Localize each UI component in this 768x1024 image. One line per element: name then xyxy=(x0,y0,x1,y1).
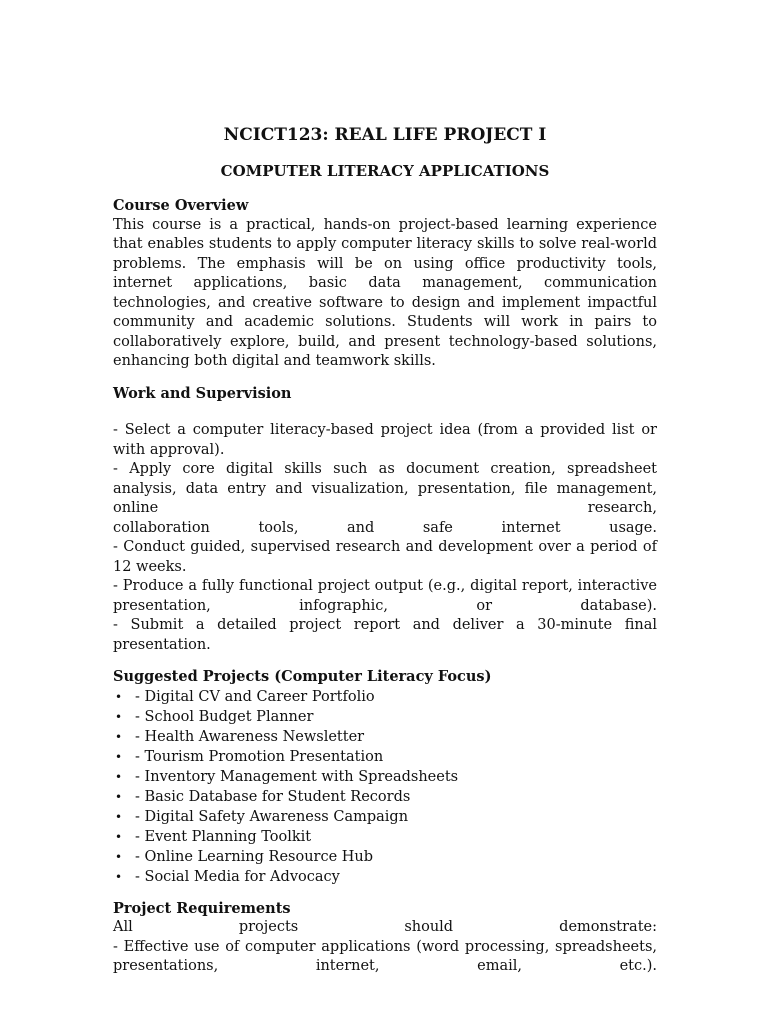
course-overview-heading: Course Overview xyxy=(113,197,249,214)
list-item-text: - Basic Database for Student Records xyxy=(135,788,411,805)
work-item: - Produce a fully functional project output (e.g., digital report, interactive xyxy=(113,578,657,594)
list-item-text: - Digital CV and Career Portfolio xyxy=(135,688,375,705)
list-item-text: - Event Planning Toolkit xyxy=(135,828,312,845)
work-item: presentation, infographic, or database). xyxy=(113,597,657,614)
work-item: - Conduct guided, supervised research and development over a period of 12 weeks. xyxy=(113,539,657,575)
document-content xyxy=(113,122,657,977)
work-item: - Select a computer literacy-based project idea (from a provided list or with approval). xyxy=(113,422,657,458)
document-title: NCICT123: REAL LIFE PROJECT I xyxy=(223,125,547,145)
list-item xyxy=(113,767,657,787)
list-item xyxy=(113,847,657,867)
requirements-line: All projects should demonstrate: xyxy=(113,919,657,935)
project-requirements-section xyxy=(113,899,657,977)
bullet-icon: • xyxy=(115,869,123,884)
course-overview-section xyxy=(113,196,657,372)
list-item xyxy=(113,747,657,767)
bullet-icon: • xyxy=(115,749,123,764)
list-item xyxy=(113,807,657,827)
bullet-icon: • xyxy=(115,729,123,744)
work-supervision-section xyxy=(113,384,657,656)
work-item: - Apply core digital skills such as document creation, spreadsheet analysis, data entry and visualization, presentation, file management, online research, xyxy=(113,461,657,516)
list-item xyxy=(113,707,657,727)
requirements-line: presentations, internet, email, etc.). xyxy=(113,958,657,974)
suggested-projects-section xyxy=(113,667,657,887)
list-item xyxy=(113,867,657,887)
suggested-projects-heading: Suggested Projects (Computer Literacy Focus) xyxy=(113,668,492,685)
work-supervision-heading: Work and Supervision xyxy=(113,384,292,402)
requirements-line: - Effective use of computer applications (word processing, spreadsheets, xyxy=(113,938,657,955)
project-requirements-heading: Project Requirements xyxy=(113,899,291,917)
bullet-icon: • xyxy=(115,689,123,704)
list-item-text: - Inventory Management with Spreadsheets xyxy=(135,768,459,785)
list-item-text: - Social Media for Advocacy xyxy=(135,868,340,885)
list-item xyxy=(113,687,657,707)
list-item-text: - Tourism Promotion Presentation xyxy=(135,748,384,765)
bullet-icon: • xyxy=(115,849,123,864)
work-item: - Submit a detailed project report and deliver a 30-minute final presentation. xyxy=(113,617,657,653)
bullet-icon: • xyxy=(115,769,123,784)
list-item-text: - Digital Safety Awareness Campaign xyxy=(135,808,409,825)
bullet-icon: • xyxy=(115,709,123,724)
suggested-projects-list xyxy=(113,687,657,887)
course-overview-text: This course is a practical, hands-on project-based learning experience that enables students to apply computer literacy skills to solve real-world problems. The emphasis will be on using office productivity tools, internet applications, basic data management, communication technologies, and creative software to design and implement impactful community and academic solutions. Students will work in pairs to collaboratively explore, build, and present technology-based solutions, enhancing both digital and teamwork skills. xyxy=(113,216,657,369)
document-subtitle: COMPUTER LITERACY APPLICATIONS xyxy=(220,162,550,180)
list-item xyxy=(113,727,657,747)
list-item xyxy=(113,827,657,847)
work-item: collaboration tools, and safe internet usage. xyxy=(113,519,657,536)
list-item-text: - Health Awareness Newsletter xyxy=(135,728,365,745)
list-item-text: - School Budget Planner xyxy=(135,708,314,725)
list-item-text: - Online Learning Resource Hub xyxy=(135,848,374,865)
list-item xyxy=(113,787,657,807)
bullet-icon: • xyxy=(115,809,123,824)
bullet-icon: • xyxy=(115,789,123,804)
bullet-icon: • xyxy=(115,829,123,844)
